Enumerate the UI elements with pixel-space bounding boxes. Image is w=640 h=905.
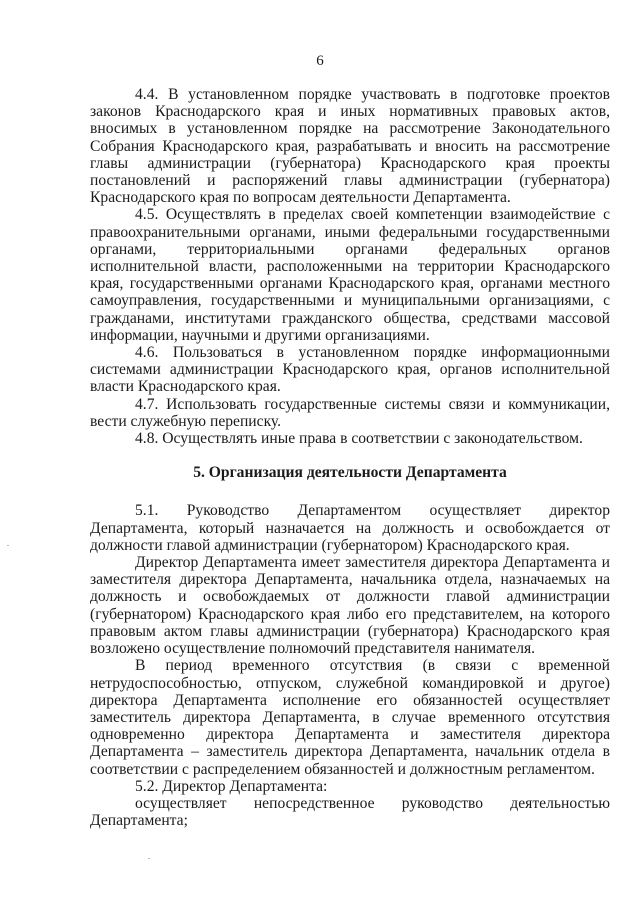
page-number: 6 bbox=[316, 53, 324, 69]
scan-artifact bbox=[148, 858, 150, 859]
paragraph-4-4: 4.4. В установленном порядке участвовать в подготовке проектов законов Краснодарского края и иных нормативных правовых актов, вносимых в установленном порядке на рассмотрение Законодательного Собрания Краснодарского края, разрабатывать и вносить на рассмотрение главы администрации (губернатора) Краснодарского края проекты постановлений и распоряжений главы администрации (губернатора) Краснодарского края по вопросам деятельности Департамента. bbox=[90, 86, 610, 207]
document-body bbox=[90, 86, 610, 829]
paragraph-4-5: 4.5. Осуществлять в пределах своей компетенции взаимодействие с правоохранительными органами, иными федеральными государственными органами, территориальными органами федеральных органов исполнительной власти, расположенными на территории Краснодарского края, государственными органами Краснодарского края, органами местного самоуправления, государственными и муниципальными организациями, с гражданами, институтами гражданского общества, средствами массовой информации, научными и другими организациями. bbox=[90, 206, 610, 344]
paragraph-4-8: 4.8. Осуществлять иные права в соответствии с законодательством. bbox=[135, 430, 583, 448]
paragraph-4-7: 4.7. Использовать государственные системы связи и коммуникации, вести служебную переписку. bbox=[90, 395, 610, 430]
section-heading-5: 5. Организация деятельности Департамента bbox=[193, 464, 507, 482]
scan-artifact bbox=[7, 545, 9, 546]
paragraph-direct-management: осуществляет непосредственное руководство деятельностью Департамента; bbox=[90, 794, 610, 830]
paragraph-5-2: 5.2. Директор Департамента: bbox=[135, 777, 328, 795]
paragraph-4-6: 4.6. Пользоваться в установленном порядке информационными системами администрации Краснодарского края, органов исполнительной власти Краснодарского края. bbox=[90, 344, 610, 396]
paragraph-deputies: Директор Департамента имеет заместителя директора Департамента и заместителя директора Департамента, начальника отдела, назначаемых на должность и освобождаемых от должности главой администрации (губернатором) Краснодарского края либо его представителем, на которого правовым актом главы администрации (губернатора) Краснодарского края возложено осуществление полномочий представителя нанимателя. bbox=[90, 554, 610, 658]
paragraph-temporary-absence: В период временного отсутствия (в связи с временной нетрудоспособностью, отпуском, служебной командировкой и другое) директора Департамента исполнение его обязанностей осуществляет заместитель директора Департамента, в случае временного отсутствия одновременно директора Департамента и заместителя директора Департамента – заместитель директора Департамента, начальник отдела в соответствии с распределением обязанностей и должностным регламентом. bbox=[90, 657, 610, 778]
paragraph-5-1: 5.1. Руководство Департаментом осуществляет директор Департамента, который назначается на должность и освобождается от должности главой администрации (губернатором) Краснодарского края. bbox=[90, 502, 610, 554]
